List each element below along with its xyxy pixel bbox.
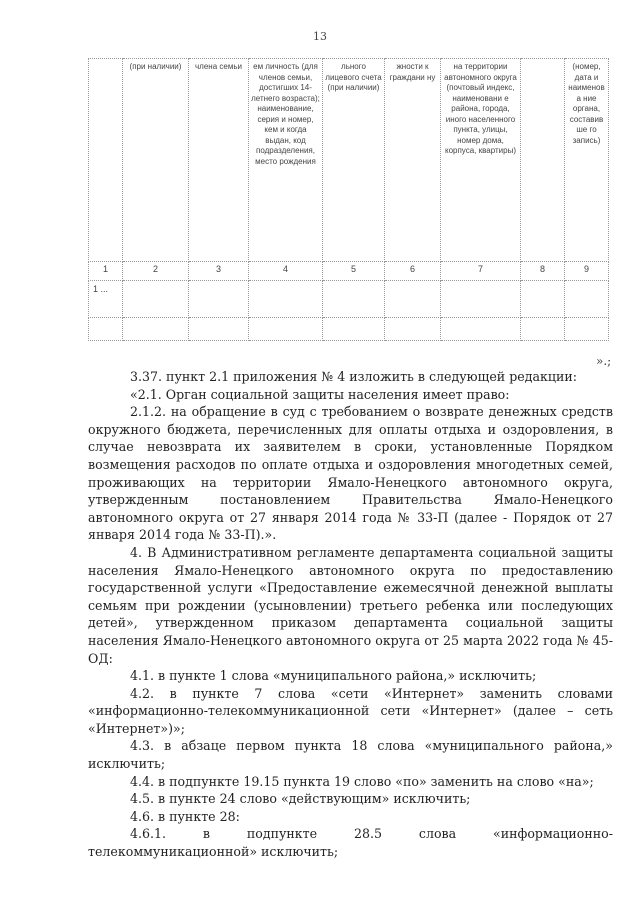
table-cell: [249, 318, 323, 341]
table-cell: 1 ...: [89, 281, 123, 318]
table-cell: [565, 318, 609, 341]
paragraph: 4. В Административном регламенте департамента социальной защиты населения Ямало-Ненецкого автономного округа по предоставлению государственной услуги «Предоставление ежемесячной денежной выплаты семьям при рождении (усыновлении) третьего ребенка или последующих детей», утвержденном приказом департамента социальной защиты населения Ямало-Ненецкого автономного округа от 25 марта 2022 года № 45-ОД:: [88, 544, 613, 666]
paragraph: 4.4. в подпункте 19.15 пункта 19 слово «по» заменить на слово «на»;: [130, 773, 594, 789]
paragraph: 4.1. в пункте 1 слова «муниципального района,» исключить;: [130, 668, 537, 684]
header-cell: (при наличии): [123, 59, 189, 262]
table-row: [89, 281, 609, 318]
table-cell: [189, 281, 249, 318]
index-cell: 6: [385, 262, 441, 281]
index-cell: 9: [565, 262, 609, 281]
table-closing-quote: ».;: [596, 354, 612, 368]
index-cell: 2: [123, 262, 189, 281]
table-cell: [565, 281, 609, 318]
table-cell: [521, 318, 565, 341]
table-cell: [323, 281, 385, 318]
table-cell: [189, 318, 249, 341]
paragraph: «2.1. Орган социальной защиты населения имеет право:: [130, 386, 510, 402]
paragraph: 3.37. пункт 2.1 приложения № 4 изложить в следующей редакции:: [130, 369, 577, 384]
paragraph: 4.5. в пункте 24 слово «действующим» исключить;: [130, 791, 471, 807]
index-cell: 3: [189, 262, 249, 281]
table-cell: [441, 318, 521, 341]
table-cell: [123, 281, 189, 318]
table-index-row: [89, 262, 609, 281]
table-cell: [89, 318, 123, 341]
index-cell: 4: [249, 262, 323, 281]
paragraph: 2.1.2. на обращение в суд с требованием о возврате денежных средств окружного бюджета, перечисленных для оплаты отдыха и оздоровления, в случае невозврата их заявителем в сроки, установленные Порядком возмещения расходов по оплате отдыха и оздоровления многодетных семей, проживающих на территории Ямало-Ненецкого автономного округа, утвержденным постановлением Правительства Ямало-Ненецкого автономного округа от 27 января 2014 года № 33-П (далее - Порядок от 27 января 2014 года № 33-П).».: [88, 404, 613, 543]
index-cell: 1: [89, 262, 123, 281]
header-cell: (номер, дата и наименова ние органа, составивше го запись): [565, 59, 609, 262]
table-row: [89, 318, 609, 341]
table-cell: [521, 281, 565, 318]
table-cell: [385, 281, 441, 318]
page-number: 13: [313, 30, 327, 43]
table-cell: [441, 281, 521, 318]
document-body: [88, 368, 613, 861]
header-cell: [89, 59, 123, 262]
paragraph: 4.6.1. в подпункте 28.5 слова «информационно-телекоммуникационной» исключить;: [88, 826, 613, 860]
header-cell: [521, 59, 565, 262]
index-cell: 7: [441, 262, 521, 281]
index-cell: 8: [521, 262, 565, 281]
header-cell: льного лицевого счета (при наличии): [323, 59, 385, 262]
table-cell: [323, 318, 385, 341]
paragraph: 4.2. в пункте 7 слова «сети «Интернет» заменить словами «информационно-телекоммуникационной сети «Интернет» (далее – сеть «Интернет»)»;: [88, 685, 613, 736]
index-cell: 5: [323, 262, 385, 281]
header-cell: жности к граждани ну: [385, 59, 441, 262]
table-cell: [249, 281, 323, 318]
data-table: [88, 58, 609, 341]
header-cell: ем личность (для членов семьи, достигших 14-летнего возраста); наименование, серия и номер, кем и когда выдан, код подразделения, место рождения: [249, 59, 323, 262]
header-cell: на территории автономного округа (почтовый индекс, наименовани е района, города, иного населенного пункта, улицы, номер дома, корпуса, квартиры): [441, 59, 521, 262]
header-cell: члена семьи: [189, 59, 249, 262]
table-cell: [385, 318, 441, 341]
table-cell: [123, 318, 189, 341]
paragraph: 4.6. в пункте 28:: [130, 808, 240, 824]
table-header-row: [89, 59, 609, 262]
paragraph: 4.3. в абзаце первом пункта 18 слова «муниципального района,» исключить;: [88, 738, 613, 772]
